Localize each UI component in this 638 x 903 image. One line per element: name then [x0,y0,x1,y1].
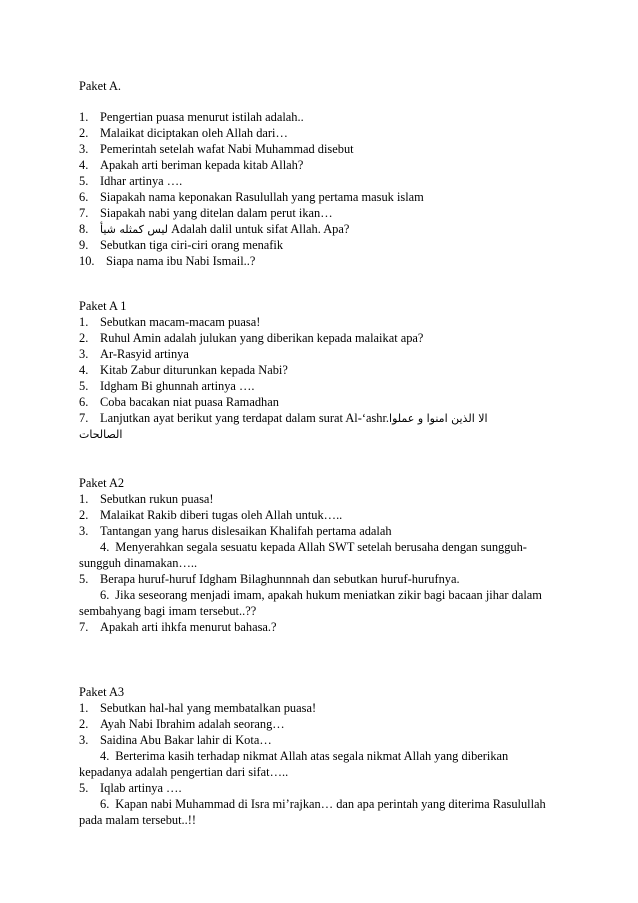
question-number: 1. [79,701,89,715]
question-text: Coba bacakan niat puasa Ramadhan [100,395,279,409]
question-item [79,330,549,346]
question-text: Ayah Nabi Ibrahim adalah seorang… [100,717,285,731]
question-item [79,346,549,362]
question-item [79,394,549,410]
question-number: 2. [79,508,89,522]
question-item [79,587,549,619]
question-text: Berapa huruf-huruf Idgham Bilaghunnnah dan sebutkan huruf-hurufnya. [100,572,460,586]
question-number: 10. [79,254,95,268]
question-text-block [79,539,549,571]
question-number: 6. [79,395,89,409]
arabic-phrase: الا الذين امنوا و عملوا [389,412,488,425]
question-text: Adalah dalil untuk sifat Allah. Apa? [168,222,350,236]
question-item [79,157,549,173]
section-title: Paket A 1 [79,299,127,313]
question-item [79,221,549,238]
question-text: Apakah arti ihkfa menurut bahasa.? [100,620,277,634]
question-number: 7. [79,411,89,425]
question-text: Saidina Abu Bakar lahir di Kota… [100,733,272,747]
question-text: Malaikat diciptakan oleh Allah dari… [100,126,288,140]
question-text: Lanjutkan ayat berikut yang terdapat dalam surat Al-‘ashr. [100,411,390,425]
question-item [79,189,549,205]
question-text: Tantangan yang harus dislesaikan Khalifah pertama adalah [100,524,392,538]
question-item [79,539,549,571]
question-number: 7. [79,620,89,634]
question-number: 9. [79,238,89,252]
question-item [79,314,549,330]
question-text: Apakah arti beriman kepada kitab Allah? [100,158,304,172]
question-item [79,796,549,828]
question-number: 5. [79,781,89,795]
question-item [79,716,549,732]
question-item [79,362,549,378]
section-title: Paket A2 [79,476,125,490]
question-number: 6. [79,190,89,204]
question-number: 5. [79,572,89,586]
question-text: Idhar artinya …. [100,174,183,188]
question-number: 1. [79,110,89,124]
question-text: Jika seseorang menjadi imam, apakah hukum meniatkan zikir bagi bacaan jihar dalam sembahyang bagi imam tersebut..?? [79,588,542,618]
question-item [79,571,549,587]
question-number: 1. [79,492,89,506]
question-text-block [79,587,549,619]
question-item [79,378,549,394]
question-number: 7. [79,206,89,220]
question-text: Ar-Rasyid artinya [100,347,189,361]
arabic-continuation: الصالحات [79,428,123,441]
question-text: Iqlab artinya …. [100,781,182,795]
question-text: Sebutkan hal-hal yang membatalkan puasa! [100,701,317,715]
question-number: 3. [79,733,89,747]
question-text: Sebutkan tiga ciri-ciri orang menafik [100,238,284,252]
question-item [79,748,549,780]
question-item [79,619,549,635]
question-item [79,410,549,443]
question-text: Idgham Bi ghunnah artinya …. [100,379,255,393]
question-item [79,109,549,125]
question-number: 4. [100,540,110,554]
question-item [79,141,549,157]
question-text: Siapa nama ibu Nabi Ismail..? [106,254,256,268]
question-text: Siapakah nama keponakan Rasulullah yang pertama masuk islam [100,190,424,204]
question-number: 2. [79,331,89,345]
question-item [79,523,549,539]
question-text: Siapakah nabi yang ditelan dalam perut ikan… [100,206,333,220]
question-number: 6. [100,797,110,811]
question-number: 6. [100,588,110,602]
question-item [79,237,549,253]
question-text-block [79,748,549,780]
section-title: Paket A3 [79,685,125,699]
section-title: Paket A. [79,79,121,93]
question-text-line [79,410,549,427]
question-number: 4. [100,749,110,763]
question-number: 2. [79,717,89,731]
question-text: Malaikat Rakib diberi tugas oleh Allah untuk….. [100,508,343,522]
question-item [79,507,549,523]
question-number: 4. [79,158,89,172]
question-text: Kapan nabi Muhammad di Isra mi’rajkan… dan apa perintah yang diterima Rasulullah pada malam tersebut..!! [79,797,546,827]
question-number: 4. [79,363,89,377]
question-number: 1. [79,315,89,329]
question-text-block [79,796,549,828]
question-number: 2. [79,126,89,140]
question-number: 3. [79,142,89,156]
question-text: Kitab Zabur diturunkan kepada Nabi? [100,363,288,377]
question-number: 5. [79,174,89,188]
arabic-phrase: ليس كمثله شيأ [100,223,169,236]
question-text-line [79,221,549,238]
question-number: 8. [79,222,89,236]
question-item [79,125,549,141]
question-item [79,732,549,748]
question-text: Sebutkan macam-macam puasa! [100,315,261,329]
question-number: 3. [79,524,89,538]
question-item [79,700,549,716]
question-text: Pemerintah setelah wafat Nabi Muhammad disebut [100,142,354,156]
question-text: Ruhul Amin adalah julukan yang diberikan kepada malaikat apa? [100,331,424,345]
question-text: Sebutkan rukun puasa! [100,492,214,506]
question-item [79,205,549,221]
question-item [79,253,549,269]
question-text: Menyerahkan segala sesuatu kepada Allah SWT setelah berusaha dengan sungguh-sungguh dinamakan….. [79,540,527,570]
question-item [79,780,549,796]
question-number: 3. [79,347,89,361]
question-item [79,491,549,507]
question-text: Pengertian puasa menurut istilah adalah.. [100,110,304,124]
question-text: Berterima kasih terhadap nikmat Allah atas segala nikmat Allah yang diberikan kepadanya adalah pengertian dari sifat….. [79,749,509,779]
question-item [79,173,549,189]
question-number: 5. [79,379,89,393]
